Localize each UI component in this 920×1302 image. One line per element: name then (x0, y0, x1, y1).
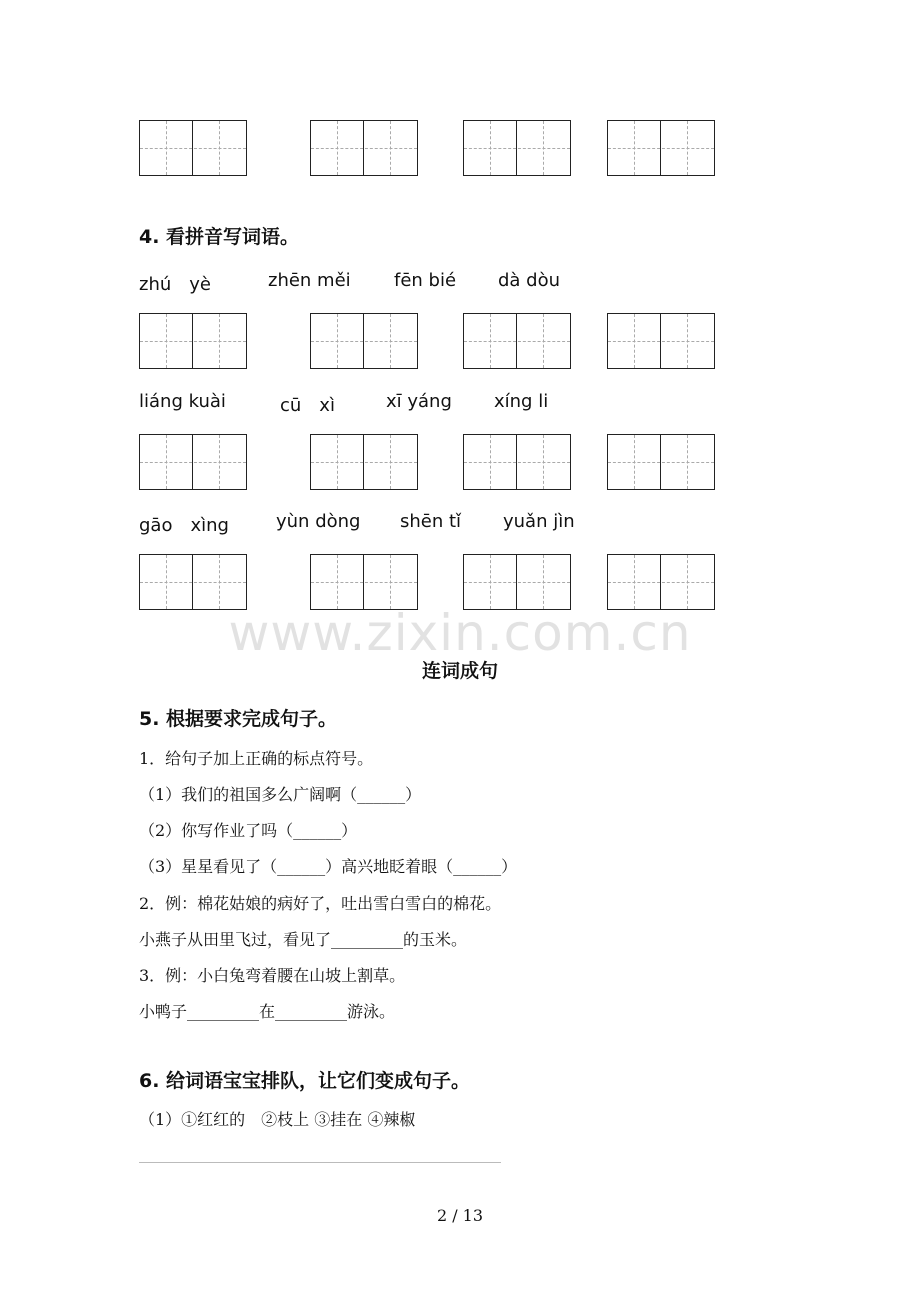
pinyin-word: fēn bié (394, 270, 457, 291)
exercise-line: 小燕子从田里飞过，看见了_________的玉米。 (139, 930, 468, 949)
pinyin-word: xī yáng (386, 391, 452, 412)
pinyin-word: cū xì (280, 395, 335, 416)
writing-box[interactable] (463, 554, 571, 610)
writing-box[interactable] (463, 313, 571, 369)
writing-box[interactable] (139, 554, 247, 610)
writing-box[interactable] (310, 313, 418, 369)
writing-grid-row (0, 313, 920, 369)
pinyin-word: liáng kuài (139, 391, 226, 412)
pinyin-word: shēn tǐ (400, 511, 462, 532)
exercise-line: （1）①红红的 ②枝上 ③挂在 ④辣椒 (139, 1110, 416, 1129)
section-title: 连词成句 (421, 660, 498, 682)
exercise-line: 2．例：棉花姑娘的病好了，吐出雪白雪白的棉花。 (139, 894, 502, 913)
pinyin-word: gāo xìng (139, 515, 229, 536)
writing-box (463, 120, 571, 176)
pinyin-word: zhú yè (139, 274, 211, 295)
writing-box[interactable] (607, 313, 715, 369)
pinyin-word: dà dòu (498, 270, 561, 291)
watermark: www.zixin.com.cn (228, 604, 692, 662)
question-6-heading: 6. 给词语宝宝排队，让它们变成句子。 (139, 1070, 471, 1092)
writing-box[interactable] (310, 434, 418, 490)
writing-grid-row (0, 554, 920, 610)
writing-grid-row (0, 434, 920, 490)
exercise-line: 1．给句子加上正确的标点符号。 (139, 749, 374, 768)
writing-box (310, 120, 418, 176)
exercise-line: （2）你写作业了吗（______） (139, 821, 358, 840)
answer-line[interactable] (139, 1162, 501, 1163)
exercise-line: （3）星星看见了（______）高兴地眨着眼（______） (139, 857, 518, 876)
writing-box[interactable] (607, 434, 715, 490)
writing-box (607, 120, 715, 176)
exercise-line: 3．例：小白兔弯着腰在山坡上割草。 (139, 966, 406, 985)
writing-box (139, 120, 247, 176)
pinyin-word: yùn dòng (276, 511, 361, 532)
writing-box[interactable] (139, 313, 247, 369)
pinyin-word: xíng li (494, 391, 549, 412)
exercise-line: 小鸭子_________在_________游泳。 (139, 1002, 396, 1021)
writing-grid-row (0, 120, 920, 176)
writing-box[interactable] (310, 554, 418, 610)
writing-box[interactable] (463, 434, 571, 490)
question-4-heading: 4. 看拼音写词语。 (139, 226, 300, 248)
page-number: 2 / 13 (436, 1206, 484, 1225)
exercise-line: （1）我们的祖国多么广阔啊（______） (139, 785, 422, 804)
writing-box[interactable] (607, 554, 715, 610)
pinyin-word: zhēn měi (268, 270, 351, 291)
writing-box[interactable] (139, 434, 247, 490)
pinyin-word: yuǎn jìn (503, 511, 575, 532)
question-5-heading: 5. 根据要求完成句子。 (139, 708, 338, 730)
